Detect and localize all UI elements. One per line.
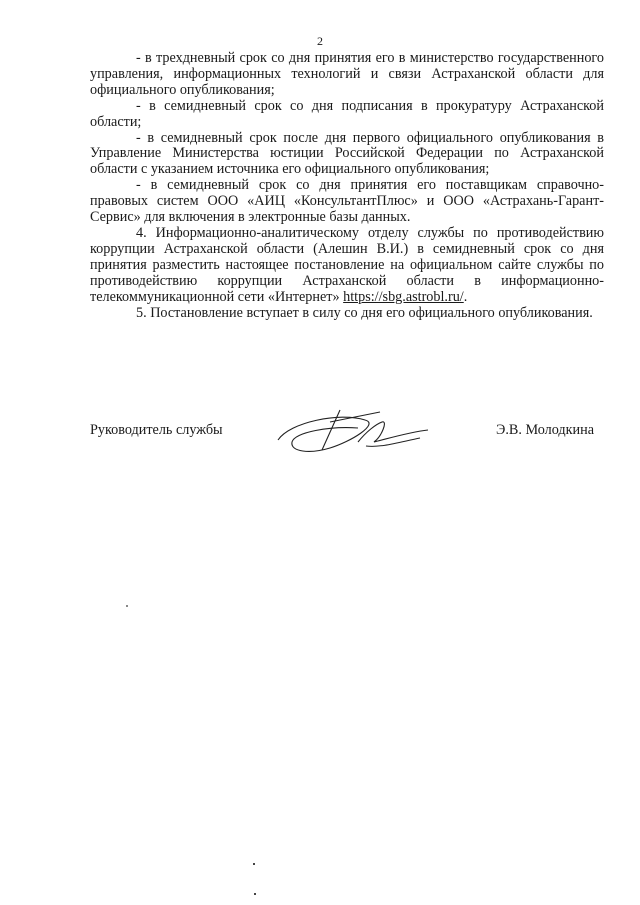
paragraph-item-5: 5. Постановление вступает в силу со дня его официального опубликования.	[136, 304, 593, 321]
paragraph-item-4	[90, 226, 604, 306]
handwritten-signature	[270, 402, 440, 466]
signature-block	[90, 408, 604, 468]
page-number: 2	[317, 34, 323, 48]
document-body	[90, 51, 604, 321]
link-trailing-punctuation: .	[463, 288, 468, 305]
paragraph-prosecutor-deadline: - в семидневный срок со дня подписания в прокуратуру Астраханской области;	[90, 97, 604, 130]
signer-title: Руководитель службы	[90, 422, 223, 438]
website-link[interactable]: https://sbg.astrobl.ru/	[343, 288, 464, 305]
paragraph-justice-ministry-deadline: - в семидневный срок после дня первого официального опубликования в Управление Министерства юстиции Российской Федерации по Астраханской области с указанием источника его официального опубликования;	[90, 129, 604, 178]
signer-name: Э.В. Молодкина	[496, 422, 594, 438]
scan-artifact	[253, 863, 255, 865]
scan-artifact	[254, 893, 256, 895]
scan-artifact	[126, 605, 128, 607]
paragraph-publication-deadline: - в трехдневный срок со дня принятия его в министерство государственного управления, информационных технологий и связи Астраханской области для официального опубликования;	[90, 50, 604, 98]
paragraph-legal-systems-deadline: - в семидневный срок со дня принятия его поставщикам справочно-правовых систем ООО «АИЦ «КонсультантПлюс» и ООО «Астрахань-Гарант-Сервис» для включения в электронные базы данных.	[90, 177, 604, 226]
item-4-text: 4. Информационно-аналитическому отделу службы по противодействию коррупции Астраханской области (Алешин В.И.) в семидневный срок со дня принятия разместить настоящее постановление на официальном сайте службы по противодействию коррупции Астраханской области в информационно-телекоммуникационной сети «Интернет»	[90, 224, 604, 305]
